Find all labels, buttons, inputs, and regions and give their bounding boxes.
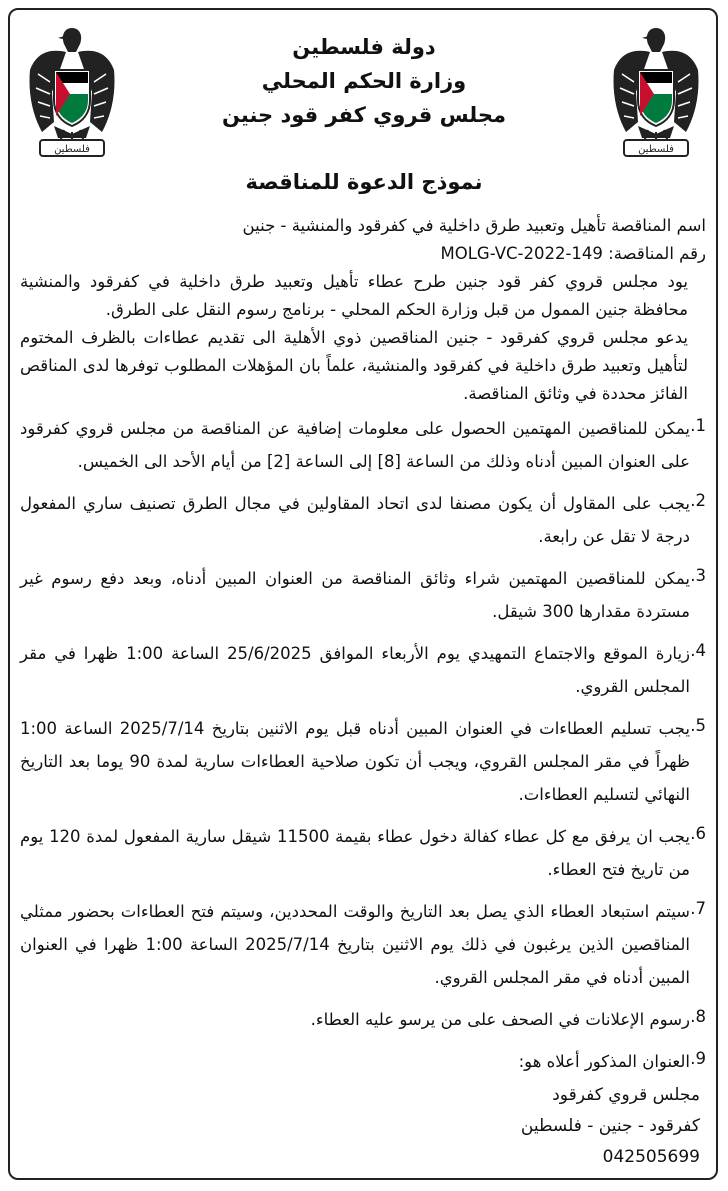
conditions-list <box>20 412 706 1078</box>
contact-block <box>521 1080 700 1173</box>
council-phone: 042505699 <box>602 1147 700 1167</box>
council-signature-name: مجلس قروي كفرقود <box>552 1085 700 1105</box>
tender-number-label: رقم المناقصة: <box>608 244 706 263</box>
palestine-eagle-emblem-icon <box>24 22 120 162</box>
ministry-name: وزارة الحكم المحلي <box>261 69 467 93</box>
list-item: 3. يمكن للمناقصين المهتمين شراء وثائق المناقصة من العنوان المبين أدناه، وبعد دفع رسوم غير مستردة مقدارها 300 شيقل. <box>20 566 706 621</box>
list-item: 1. يمكن للمناقصين المهتمين الحصول على معلومات إضافية عن المناقصة من مجلس قروي كفرقود على العنوان المبين أدناه وذلك من الساعة [8] إلى الساعة [2] من أيام الأحد الى الخميس. <box>20 416 706 471</box>
list-item: 9. العنوان المذكور أعلاه هو: <box>518 1049 706 1071</box>
council-address: كفرقود - جنين - فلسطين <box>520 1116 700 1136</box>
palestine-eagle-emblem-icon <box>608 22 704 162</box>
intro-paragraph: يود مجلس قروي كفر قود جنين طرح عطاء تأهيل وتعبيد طرق داخلية في كفرقود والمنشية محافظة جنين الممول من قبل وزارة الحكم المحلي - برنامج رسوم النقل على الطرق. <box>20 272 688 319</box>
council-name: مجلس قروي كفر قود جنين <box>221 103 506 127</box>
page-title: نموذج الدعوة للمناقصة <box>245 170 483 194</box>
list-item: 6. يجب ان يرفق مع كل عطاء كفالة دخول عطاء بقيمة 11500 شيقل سارية المفعول لمدة 120 يوم من تاريخ فتح العطاء. <box>20 824 706 879</box>
emblem-caption: فلسطين <box>638 144 674 155</box>
state-name: دولة فلسطين <box>292 35 436 59</box>
list-item: 2. يجب على المقاول أن يكون مصنفا لدى اتحاد المقاولين في مجال الطرق تصنيف ساري المفعول درجة لا تقل عن رابعة. <box>20 491 706 546</box>
tender-body <box>20 212 706 1087</box>
tender-number-line <box>20 240 706 268</box>
letterhead <box>130 30 598 132</box>
invitation-paragraph: يدعو مجلس قروي كفرقود - جنين المناقصين ذوي الأهلية الى تقديم عطاءات بالظرف المختوم لتأهيل وتعبيد طرق داخلية في كفرقود والمنشية، علماً بان المؤهلات المطلوب توفرها لدى المناقص الفائز محددة في وثائق المناقصة. <box>20 328 688 403</box>
list-item: 4. زيارة الموقع والاجتماع التمهيدي يوم الأربعاء الموافق 25/6/2025 الساعة 1:00 ظهرا في مقر المجلس القروي. <box>20 641 706 696</box>
tender-name: اسم المناقصة تأهيل وتعبيد طرق داخلية في كفرقود والمنشية - جنين <box>242 216 706 235</box>
list-item: 7. سيتم استبعاد العطاء الذي يصل بعد التاريخ والوقت المحددين، وسيتم فتح العطاءات بحضور ممثلي المناقصين الذين يرغبون في ذلك يوم الاثنين بتاريخ 2025/7/14 الساعة 1:00 ظهرا في العنوان المبين أدناه في مقر المجلس القروي. <box>20 899 706 987</box>
list-item: 8. رسوم الإعلانات في الصحف على من يرسو عليه العطاء. <box>310 1007 706 1029</box>
tender-number: MOLG-VC-2022-149 <box>440 244 603 263</box>
emblem-caption: فلسطين <box>54 144 90 155</box>
list-item: 5. يجب تسليم العطاءات في العنوان المبين أدناه قبل يوم الاثنين بتاريخ 2025/7/14 الساعة 1:00 ظهراً في مقر المجلس القروي، ويجب أن تكون صلاحية العطاءات سارية لمدة 90 يوما بعد التاريخ النهائي لتسليم العطاءات. <box>20 716 706 804</box>
